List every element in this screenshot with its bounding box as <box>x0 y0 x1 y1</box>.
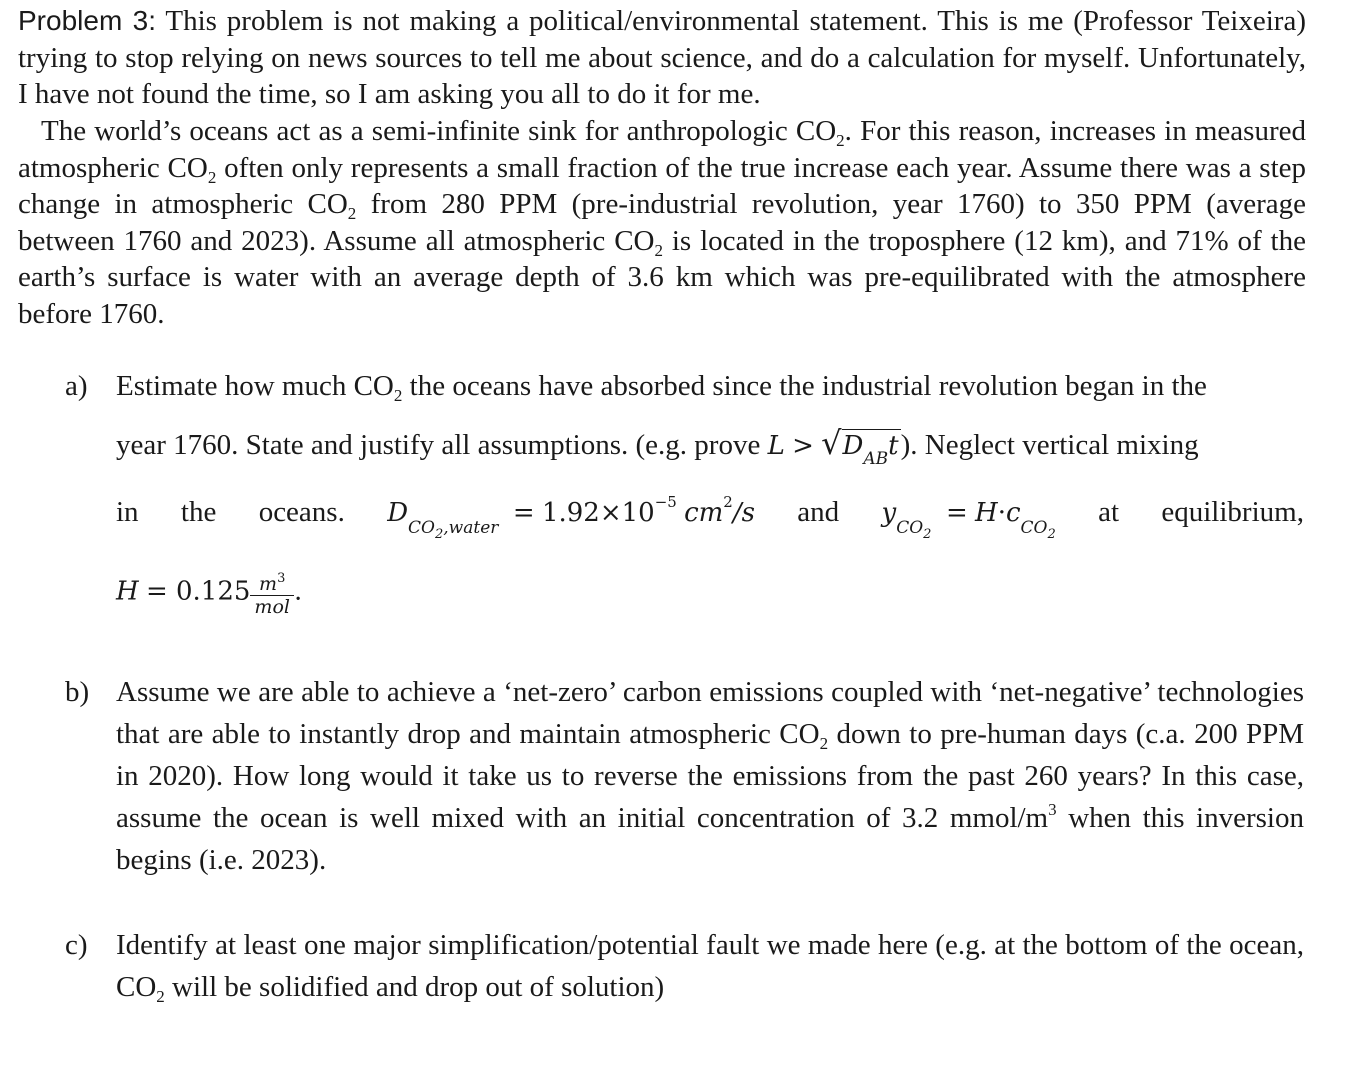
part-b-text: Assume we are able to achieve a ‘net-zero’ carbon emissions coupled with ‘net-negative’ technologies that are able to instantly drop and maintain atmospheric $CO_2$ down to pre-human days (c.a. 200 PPM in 2020). How long would it take us to reverse the emissions from the past 260 years? In this case, assume the ocean is well mixed with an initial concentration of 3.2 mmol/$m^3$ when this inversion begins (i.e. 2023). <box>116 676 1304 876</box>
henry-equation: $y_{CO_2} = H\cdot c_{CO_2}$ <box>881 498 1056 542</box>
part-a-line-2: year 1760. State and justify all assumptions. (e.g. prove $L > √D_{AB}t$). Neglect vertical mixing <box>116 424 1304 474</box>
part-b-label: b) <box>65 676 90 708</box>
units-fraction: $\frac{m^3}{\text{mol}}$ <box>250 568 294 618</box>
henry-constant: H = 0.125 $\frac{m^3}{\text{mol}}$ . <box>116 568 302 618</box>
intro-paragraph <box>18 3 1306 113</box>
problem-heading: Problem 3: <box>18 5 157 36</box>
intro-text: This problem is not making a political/environmental statement. This is me (Professor Teixeira) trying to stop relying on news sources to tell me about science, and do a calculation for myself. Unfortunately, I have not found the time, so I am asking you all to do it for me. <box>18 5 1306 111</box>
part-a-line-1: Estimate how much $CO_2$ the oceans have absorbed since the industrial revolution began in the <box>116 370 1207 405</box>
part-c-text: Identify at least one major simplification/potential fault we made here (e.g. at the bottom of the ocean, $CO_2$ will be solidified and drop out of solution) <box>116 929 1304 1006</box>
context-paragraph: The world’s oceans act as a semi-infinite sink for anthropologic $CO_2$. For this reason, increases in measured atmospheric $CO_2$ often only represents a small fraction of the true increase each year. Assume there was a step change in atmospheric $CO_2$ from 280 PPM (pre-industrial revolution, year 1760) to 350 PPM (average between 1760 and 2023). Assume all atmospheric $CO_2$ is located in the troposphere (12 km), and 71% of the earth’s surface is water with an average depth of 3.6 km which was pre-equilibrated with the atmosphere before 1760. <box>18 115 1307 330</box>
part-a-line-3: in the oceans. $D_{CO_2,water} = 1.92\times 10^{-5}$ $cm^2/s$ and $y_{CO_2} = H\cdot c_{CO_2}$ at equilibrium, <box>116 493 1304 542</box>
sqrt-expression: $D_{AB}t$ <box>842 429 901 474</box>
part-c-label: c) <box>65 929 88 961</box>
part-a-label: a) <box>65 370 88 402</box>
diffusivity-equation: $D_{CO_2,water} = 1.92\times 10^{-5}$ $cm^2/s$ <box>387 493 755 542</box>
